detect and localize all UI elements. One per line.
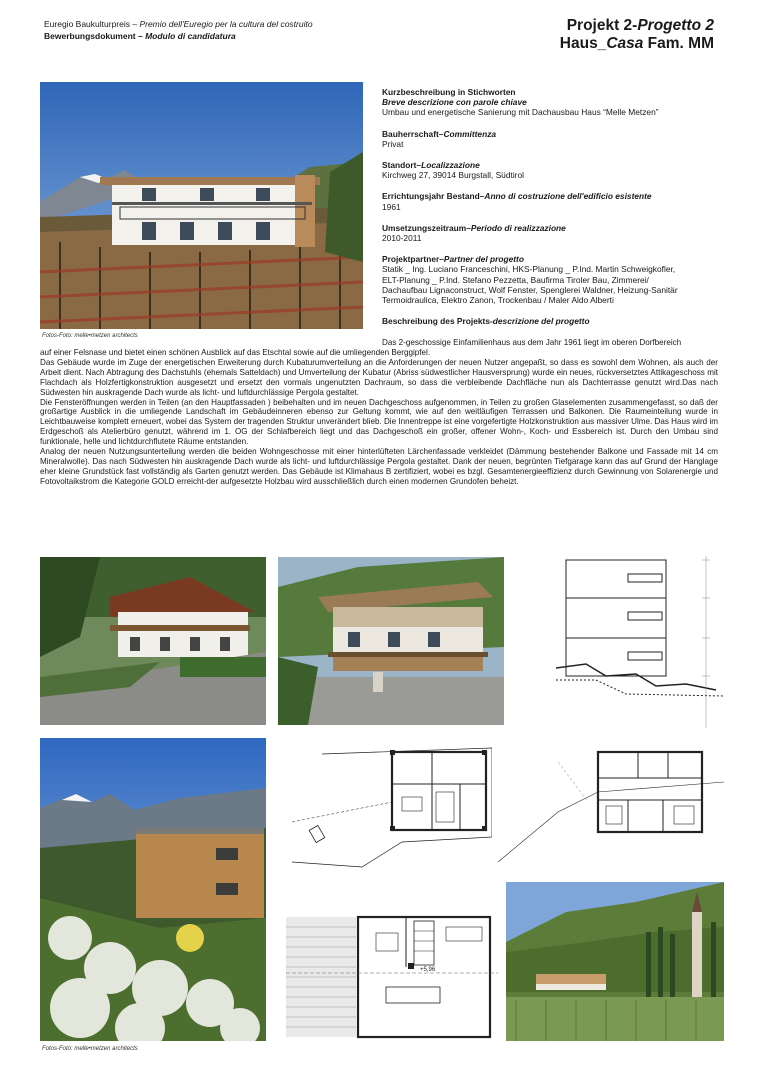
- kurz-label-it: Breve descrizione con parole chiave: [382, 97, 527, 108]
- first-floor-plan-svg: [498, 742, 724, 870]
- kurz-value: Umbau und energetische Sanierung mit Dachausbau Haus “Melle Metzen”: [382, 107, 659, 118]
- standort-section: Standort–Localizzazione Kirchweg 27, 39014 Burgstall, Südtirol: [382, 160, 722, 180]
- photo-before: [40, 557, 266, 725]
- house-after-photo: [278, 557, 504, 725]
- project-name: Haus_Casa Fam. MM: [559, 35, 714, 52]
- description-p2: Das Gebäude wurde im Zuge der energetischen Erweiterung durch Kubaturumverteilung an die Anforderungen der neuen Nutzer angepaßt, so dass es sowohl dem Wohnen, als auch der Arbeit dient. Nach Abtragung des Dachstuhls (ehemals Satteldach) und Umverteilung der Kubatur (Abriss südwestlicher Hausversprung) wurde ein neues, rückversetztes Attikageschoss mit Flachdach als Holzfertigkonstruktion ausgesetzt und ersetzt den vormals ungenutzten Dachraum, so dass die verbleibende Dachfläche nun als Dachterrasse genutzt wird.Das nach Südwesten hin auskragende Dach wurde als licht- und luftdurchlässige Pergola gestaltet.: [40, 357, 718, 397]
- description-p3: Die Fensteröffnungen werden in Teilen (an den Hauptfassaden ) beibehalten und im neuen Dachgeschoss aufgenommen, in Teilen zu großen Glaselementen zusammengefasst, so daß der großartige Ausblick in die umliegende Landschaft im Gebäudeinneren ebenso zur Geltung kommt, wie auf den weitläufigen Terrassen und Balkonen. Die Raumeinteilung wurde in Leichtbauweise komplett erneuert, wobei das System der tragenden Struktur unverändert blieb. Die Innentreppe ist eine vorgefertigte Holzkonstruktion aus massiver Ulme. Das Haus wird im Erdgeschoß als Atelierbüro genutzt, während im 1. OG der Schlafbereich liegt und das Dachgeschoß ein großer, offener Wohn-, Koch- und Essbereich ist. Durch den Umbau sind funktionale, helle und lichtdurchflutete Räume entstanden.: [40, 397, 718, 447]
- description-p1: auf einer Felsnase und bietet einen schönen Ausblick auf das Etschtal sowie auf die umliegenden Berggipfel.: [40, 348, 431, 357]
- photo-church-village: [506, 882, 724, 1041]
- photo-after: [278, 557, 504, 725]
- description-first-line: Das 2-geschossige Einfamilienhaus aus dem Jahr 1961 liegt im oberen Dorfbereich: [382, 338, 682, 347]
- ground-floor-plan-svg: [282, 742, 492, 870]
- description-p4: Analog der neuen Nutzungsunterteilung werden die beiden Wohngeschosse mit einer hinterlüfteten Lärchenfassade verkleidet (Dämmung bestehender Balkone und Fassade mit 14 cm Mineralwolle). Das nach Südwesten hin auskragende Dach wurde als licht- und luftdurchlässige Pergola gestaltet. Dank der neuen, begrünten Tiefgarage kann das auf Grund der Hanglage eher kleine Grundstück fast vollständig als Garten genutzt werden. Das Gebäude ist Klimahaus B zertifiziert, wobei es bzgl. Gesamtenergieeffizienz durch Gewinnung von Solarenergie und Fotovoltaikstrom die Kategorie GOLD erreicht-der aufgesetzte Holzbau wird ausschließlich durch einen modernen Grundofen beheizt.: [40, 447, 718, 486]
- attic-floor-plan: [286, 907, 498, 1041]
- house-before-photo: [40, 557, 266, 725]
- house-vineyard-photo: [40, 82, 363, 329]
- photo-spring: [40, 738, 266, 1041]
- house-blossom-photo: [40, 738, 266, 1041]
- ground-floor-plan: [282, 742, 492, 870]
- plan-level-label: +5,96: [420, 967, 436, 973]
- facts-column: [382, 87, 722, 326]
- partner-section: Projektpartner–Partner del progetto Statik _ Ing. Luciano Franceschini, HKS-Planung _ P.Ind. Martin Schweigkofler, ELT-Planung _ P.Ind. Stefano Pezzetta, Baufirma Tiroler Bau, Zimmerei/ Dachaufbau Lignaconstruct, Wolf Fenster, Spenglerei Waldner, Heizung-Sanitär Termoidraulica, Elektro Zanon, Trockenbau / Maler Aldo Alberti: [382, 254, 678, 306]
- bauherr-section: Bauherrschaft–Committenza Privat: [382, 129, 722, 149]
- errichtung-section: Errichtungsjahr Bestand–Anno di costruzione dell'edificio esistente 1961: [382, 191, 722, 211]
- errichtung-value: 1961: [382, 201, 401, 212]
- description-body: [40, 348, 718, 487]
- header-right: [414, 17, 714, 53]
- project-number: Projekt 2-Progetto 2: [566, 17, 714, 34]
- standort-value: Kirchweg 27, 39014 Burgstall, Südtirol: [382, 170, 524, 181]
- document-title: Bewerbungsdokument – Modulo di candidatura: [44, 31, 236, 41]
- section-drawing-svg: [556, 556, 724, 728]
- kurz-section: [382, 87, 722, 118]
- umsetzung-section: Umsetzungszeitraum–Periodo di realizzazione 2010-2011: [382, 223, 722, 243]
- beschreibung-heading: Beschreibung des Projekts-descrizione del progetto: [382, 316, 590, 327]
- kurz-label: Kurzbeschreibung in Stichworten: [382, 87, 516, 97]
- main-photo-house: [40, 82, 363, 329]
- first-floor-plan: [498, 742, 724, 870]
- header-left: [44, 18, 404, 42]
- photo-credit-bottom: Fotos-Foto: melle•metzen architects: [42, 1046, 138, 1052]
- attic-floor-plan-svg: [286, 907, 498, 1041]
- village-church-photo: [506, 882, 724, 1041]
- section-drawing: [556, 556, 724, 728]
- bauherr-value: Privat: [382, 138, 404, 149]
- photo-credit-top: Fotos-Foto: melle•metzen architects: [42, 333, 138, 339]
- umsetzung-value: 2010-2011: [382, 233, 422, 244]
- competition-title: Euregio Baukulturpreis – Premio dell'Euregio per la cultura del costruito: [44, 19, 313, 29]
